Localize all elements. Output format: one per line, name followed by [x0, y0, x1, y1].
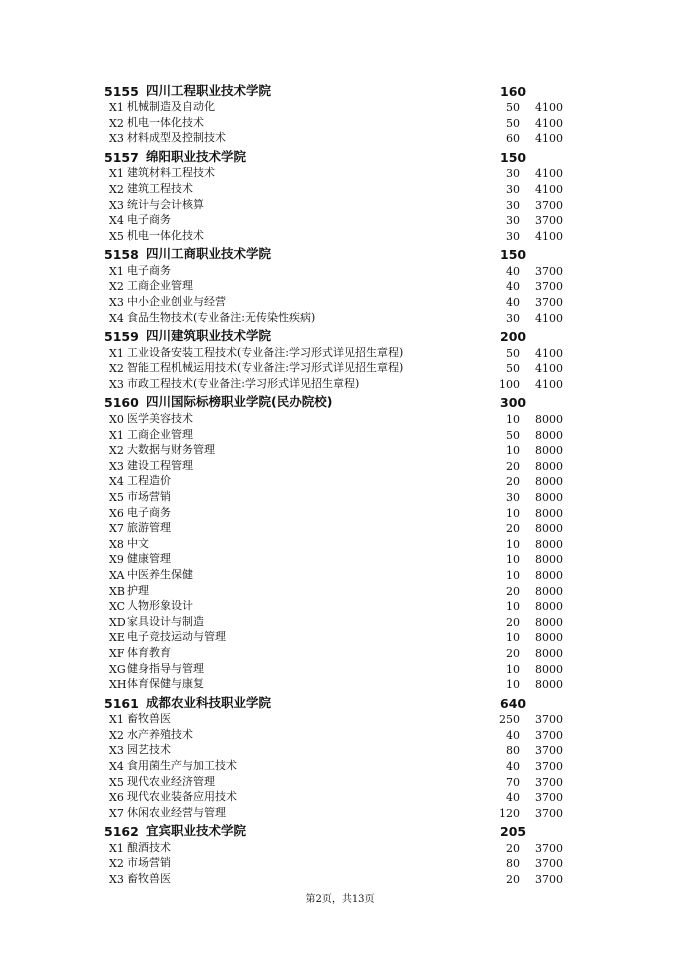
- major-tuition: 4100: [535, 182, 563, 196]
- major-tuition: 8000: [535, 646, 563, 660]
- major-name: 智能工程机械运用技术(专业备注:学习形式详见招生章程): [127, 361, 404, 375]
- major-code: XG: [109, 662, 126, 676]
- major-code: X9: [109, 553, 124, 567]
- major-plan-count: 10: [506, 662, 520, 676]
- major-plan-count: 80: [506, 857, 520, 871]
- major-code: X4: [109, 311, 124, 325]
- major-name: 中文: [127, 536, 149, 550]
- school-plan-count: 200: [500, 329, 527, 345]
- major-plan-count: 10: [506, 506, 520, 520]
- major-plan-count: 20: [506, 841, 520, 855]
- major-code: X3: [109, 296, 124, 310]
- major-row: [0, 774, 680, 790]
- major-name: 机电一体化技术: [127, 228, 204, 242]
- major-plan-count: 40: [506, 728, 520, 742]
- major-plan-count: 30: [506, 167, 520, 181]
- major-name: 体育教育: [127, 645, 171, 659]
- major-row: [0, 743, 680, 759]
- major-row: [0, 536, 680, 552]
- major-plan-count: 10: [506, 553, 520, 567]
- major-tuition: 8000: [535, 522, 563, 536]
- major-name: 水产养殖技术: [127, 727, 193, 741]
- major-plan-count: 10: [506, 537, 520, 551]
- school-plan-count: 300: [500, 395, 527, 411]
- major-code: X1: [109, 101, 124, 115]
- major-plan-count: 30: [506, 214, 520, 228]
- major-code: X4: [109, 475, 124, 489]
- major-plan-count: 60: [506, 132, 520, 146]
- school-row: [0, 821, 680, 841]
- major-plan-count: 20: [506, 522, 520, 536]
- major-name: 工业设备安装工程技术(专业备注:学习形式详见招生章程): [127, 345, 404, 359]
- major-tuition: 3700: [535, 296, 563, 310]
- school-plan-count: 150: [500, 247, 527, 263]
- major-tuition: 8000: [535, 615, 563, 629]
- major-code: X0: [109, 413, 124, 426]
- major-name: 食用菌生产与加工技术: [127, 758, 237, 772]
- major-tuition: 8000: [535, 678, 563, 692]
- major-tuition: 4100: [535, 132, 563, 146]
- major-code: XB: [109, 584, 125, 598]
- major-row: [0, 376, 680, 392]
- major-name: 建筑工程技术: [127, 181, 193, 195]
- major-name: 统计与会计核算: [127, 197, 204, 211]
- major-plan-count: 30: [506, 182, 520, 196]
- major-tuition: 8000: [535, 444, 563, 458]
- major-row: [0, 630, 680, 646]
- major-code: X8: [109, 537, 124, 551]
- major-plan-count: 80: [506, 744, 520, 758]
- major-row: [0, 263, 680, 279]
- major-name: 旅游管理: [127, 521, 171, 535]
- major-plan-count: 40: [506, 791, 520, 805]
- school-name: 成都农业科技职业学院: [146, 694, 272, 710]
- major-row: [0, 458, 680, 474]
- major-code: X1: [109, 346, 124, 360]
- major-row: [0, 856, 680, 872]
- school-row: [0, 80, 680, 100]
- major-name: 食品生物技术(专业备注:无传染性疾病): [127, 310, 316, 324]
- major-row: [0, 228, 680, 244]
- major-row: [0, 790, 680, 806]
- major-code: X3: [109, 873, 124, 887]
- school-row: [0, 326, 680, 346]
- major-row: [0, 712, 680, 728]
- major-tuition: 3700: [535, 214, 563, 228]
- school-plan-count: 160: [500, 83, 527, 99]
- major-name: 电子竞技运动与管理: [127, 630, 226, 644]
- major-name: 中小企业创业与经营: [127, 295, 226, 309]
- major-tuition: 8000: [535, 631, 563, 645]
- major-tuition: 3700: [535, 713, 563, 727]
- major-code: X1: [109, 841, 124, 855]
- major-plan-count: 50: [506, 362, 520, 376]
- major-tuition: 3700: [535, 744, 563, 758]
- major-code: X3: [109, 744, 124, 758]
- major-tuition: 3700: [535, 857, 563, 871]
- major-tuition: 3700: [535, 775, 563, 789]
- major-code: X1: [109, 428, 124, 442]
- admission-list: [0, 80, 680, 887]
- major-code: XE: [109, 631, 125, 645]
- major-row: [0, 599, 680, 615]
- school-code: 5159: [104, 329, 139, 345]
- major-row: [0, 567, 680, 583]
- major-row: [0, 100, 680, 116]
- major-row: [0, 213, 680, 229]
- major-tuition: 3700: [535, 841, 563, 855]
- major-name: 建设工程管理: [127, 458, 193, 472]
- major-code: X5: [109, 490, 124, 504]
- major-name: 园艺技术: [127, 743, 171, 757]
- major-code: X1: [109, 264, 124, 278]
- major-name: 机械制造及自动化: [127, 100, 215, 114]
- major-plan-count: 20: [506, 475, 520, 489]
- major-tuition: 8000: [535, 584, 563, 598]
- major-code: X1: [109, 713, 124, 727]
- major-name: 大数据与财务管理: [127, 443, 215, 457]
- major-name: 电子商务: [127, 263, 171, 277]
- major-name: 工程造价: [127, 474, 171, 488]
- major-code: X4: [109, 759, 124, 773]
- major-tuition: 4100: [535, 346, 563, 360]
- major-code: XA: [109, 568, 125, 582]
- major-plan-count: 20: [506, 873, 520, 887]
- major-code: X2: [109, 116, 124, 130]
- school-plan-count: 205: [500, 824, 527, 840]
- major-name: 材料成型及控制技术: [127, 131, 226, 145]
- school-code: 5158: [104, 247, 139, 263]
- major-plan-count: 40: [506, 264, 520, 278]
- major-name: 电子商务: [127, 213, 171, 227]
- major-code: X2: [109, 182, 124, 196]
- major-row: [0, 805, 680, 821]
- major-name: 畜牧兽医: [127, 872, 171, 886]
- major-tuition: 4100: [535, 362, 563, 376]
- major-tuition: 4100: [535, 116, 563, 130]
- school-plan-count: 640: [500, 695, 527, 711]
- school-code: 5161: [104, 695, 139, 711]
- major-row: [0, 677, 680, 693]
- major-row: [0, 645, 680, 661]
- major-tuition: 8000: [535, 475, 563, 489]
- major-plan-count: 10: [506, 600, 520, 614]
- major-row: [0, 115, 680, 131]
- school-name: 宜宾职业技术学院: [146, 823, 247, 839]
- page-footer: 第2页，共13页: [305, 894, 375, 905]
- major-tuition: 8000: [535, 428, 563, 442]
- major-row: [0, 614, 680, 630]
- school-name: 绵阳职业技术学院: [146, 148, 247, 164]
- major-plan-count: 50: [506, 428, 520, 442]
- major-name: 家具设计与制造: [127, 614, 204, 628]
- major-tuition: 8000: [535, 662, 563, 676]
- major-code: X3: [109, 132, 124, 146]
- major-row: [0, 131, 680, 147]
- major-plan-count: 20: [506, 459, 520, 473]
- major-plan-count: 20: [506, 646, 520, 660]
- major-plan-count: 30: [506, 229, 520, 243]
- major-name: 畜牧兽医: [127, 712, 171, 726]
- major-code: X3: [109, 377, 124, 391]
- major-row: [0, 427, 680, 443]
- major-plan-count: 10: [506, 568, 520, 582]
- major-name: 人物形象设计: [127, 599, 193, 613]
- major-code: X3: [109, 198, 124, 212]
- major-name: 中医养生保健: [127, 567, 193, 581]
- major-name: 医学美容技术: [127, 412, 193, 425]
- school-code: 5162: [104, 824, 139, 840]
- major-code: XC: [109, 600, 126, 614]
- major-row: [0, 489, 680, 505]
- major-code: XD: [109, 615, 126, 629]
- major-tuition: 3700: [535, 264, 563, 278]
- major-name: 酿酒技术: [127, 840, 171, 854]
- major-plan-count: 10: [506, 444, 520, 458]
- major-tuition: 8000: [535, 506, 563, 520]
- school-name: 四川国际标榜职业学院(民办院校): [146, 394, 333, 410]
- major-row: [0, 279, 680, 295]
- major-code: X6: [109, 791, 124, 805]
- major-name: 休闲农业经营与管理: [127, 805, 226, 819]
- major-tuition: 3700: [535, 806, 563, 820]
- major-name: 工商企业管理: [127, 279, 193, 293]
- major-row: [0, 310, 680, 326]
- major-plan-count: 10: [506, 413, 520, 426]
- major-name: 电子商务: [127, 505, 171, 519]
- major-tuition: 4100: [535, 229, 563, 243]
- school-row: [0, 692, 680, 712]
- major-tuition: 3700: [535, 198, 563, 212]
- major-tuition: 8000: [535, 459, 563, 473]
- major-code: XH: [109, 678, 127, 692]
- major-name: 市政工程技术(专业备注:学习形式详见招生章程): [127, 376, 360, 390]
- school-name: 四川工程职业技术学院: [146, 82, 272, 98]
- major-name: 建筑材料工程技术: [127, 166, 215, 180]
- major-tuition: 8000: [535, 568, 563, 582]
- school-name: 四川建筑职业技术学院: [146, 328, 272, 344]
- major-plan-count: 50: [506, 346, 520, 360]
- major-code: X7: [109, 806, 124, 820]
- major-row: [0, 443, 680, 459]
- major-name: 工商企业管理: [127, 427, 193, 441]
- major-row: [0, 727, 680, 743]
- major-row: [0, 294, 680, 310]
- major-name: 体育保健与康复: [127, 677, 204, 691]
- school-code: 5160: [104, 395, 139, 411]
- school-row: [0, 244, 680, 264]
- major-tuition: 3700: [535, 728, 563, 742]
- major-plan-count: 70: [506, 775, 520, 789]
- major-row: [0, 661, 680, 677]
- major-plan-count: 120: [499, 806, 520, 820]
- major-tuition: 3700: [535, 280, 563, 294]
- major-name: 健身指导与管理: [127, 661, 204, 675]
- major-name: 现代农业装备应用技术: [127, 790, 237, 804]
- major-plan-count: 30: [506, 198, 520, 212]
- major-tuition: 8000: [535, 553, 563, 567]
- major-code: X6: [109, 506, 124, 520]
- major-plan-count: 50: [506, 116, 520, 130]
- major-plan-count: 10: [506, 678, 520, 692]
- major-code: X2: [109, 857, 124, 871]
- major-plan-count: 40: [506, 280, 520, 294]
- major-name: 市场营销: [127, 489, 171, 503]
- major-code: X2: [109, 280, 124, 294]
- major-code: X7: [109, 522, 124, 536]
- major-name: 机电一体化技术: [127, 115, 204, 129]
- major-code: X2: [109, 444, 124, 458]
- major-tuition: 3700: [535, 791, 563, 805]
- major-row: [0, 474, 680, 490]
- major-plan-count: 100: [499, 377, 520, 391]
- major-row: [0, 521, 680, 537]
- major-tuition: 8000: [535, 600, 563, 614]
- major-row: [0, 871, 680, 887]
- major-tuition: 3700: [535, 759, 563, 773]
- major-plan-count: 20: [506, 615, 520, 629]
- major-row: [0, 758, 680, 774]
- major-code: X4: [109, 214, 124, 228]
- major-code: X1: [109, 167, 124, 181]
- major-plan-count: 50: [506, 101, 520, 115]
- major-plan-count: 250: [499, 713, 520, 727]
- major-plan-count: 30: [506, 490, 520, 504]
- major-row: [0, 181, 680, 197]
- major-code: X3: [109, 459, 124, 473]
- major-tuition: 8000: [535, 490, 563, 504]
- major-row: [0, 505, 680, 521]
- school-code: 5155: [104, 83, 139, 99]
- major-plan-count: 20: [506, 584, 520, 598]
- major-row: [0, 166, 680, 182]
- major-code: X5: [109, 229, 124, 243]
- major-name: 护理: [127, 583, 149, 597]
- major-tuition: 4100: [535, 377, 563, 391]
- school-row: [0, 146, 680, 166]
- major-row: [0, 583, 680, 599]
- major-tuition: 4100: [535, 167, 563, 181]
- major-name: 健康管理: [127, 552, 171, 566]
- major-code: XF: [109, 646, 125, 660]
- major-name: 市场营销: [127, 856, 171, 870]
- major-tuition: 4100: [535, 311, 563, 325]
- major-code: X5: [109, 775, 124, 789]
- major-plan-count: 10: [506, 631, 520, 645]
- major-row: [0, 840, 680, 856]
- major-tuition: 4100: [535, 101, 563, 115]
- major-row: [0, 197, 680, 213]
- school-plan-count: 150: [500, 149, 527, 165]
- major-plan-count: 30: [506, 311, 520, 325]
- major-name: 现代农业经济管理: [127, 774, 215, 788]
- major-tuition: 8000: [535, 537, 563, 551]
- school-code: 5157: [104, 149, 139, 165]
- major-tuition: 8000: [535, 413, 563, 426]
- school-row: [0, 392, 680, 412]
- major-code: X2: [109, 362, 124, 376]
- major-plan-count: 40: [506, 759, 520, 773]
- major-code: X2: [109, 728, 124, 742]
- major-plan-count: 40: [506, 296, 520, 310]
- major-row: [0, 411, 680, 427]
- major-tuition: 3700: [535, 873, 563, 887]
- school-name: 四川工商职业技术学院: [146, 246, 272, 262]
- major-row: [0, 552, 680, 568]
